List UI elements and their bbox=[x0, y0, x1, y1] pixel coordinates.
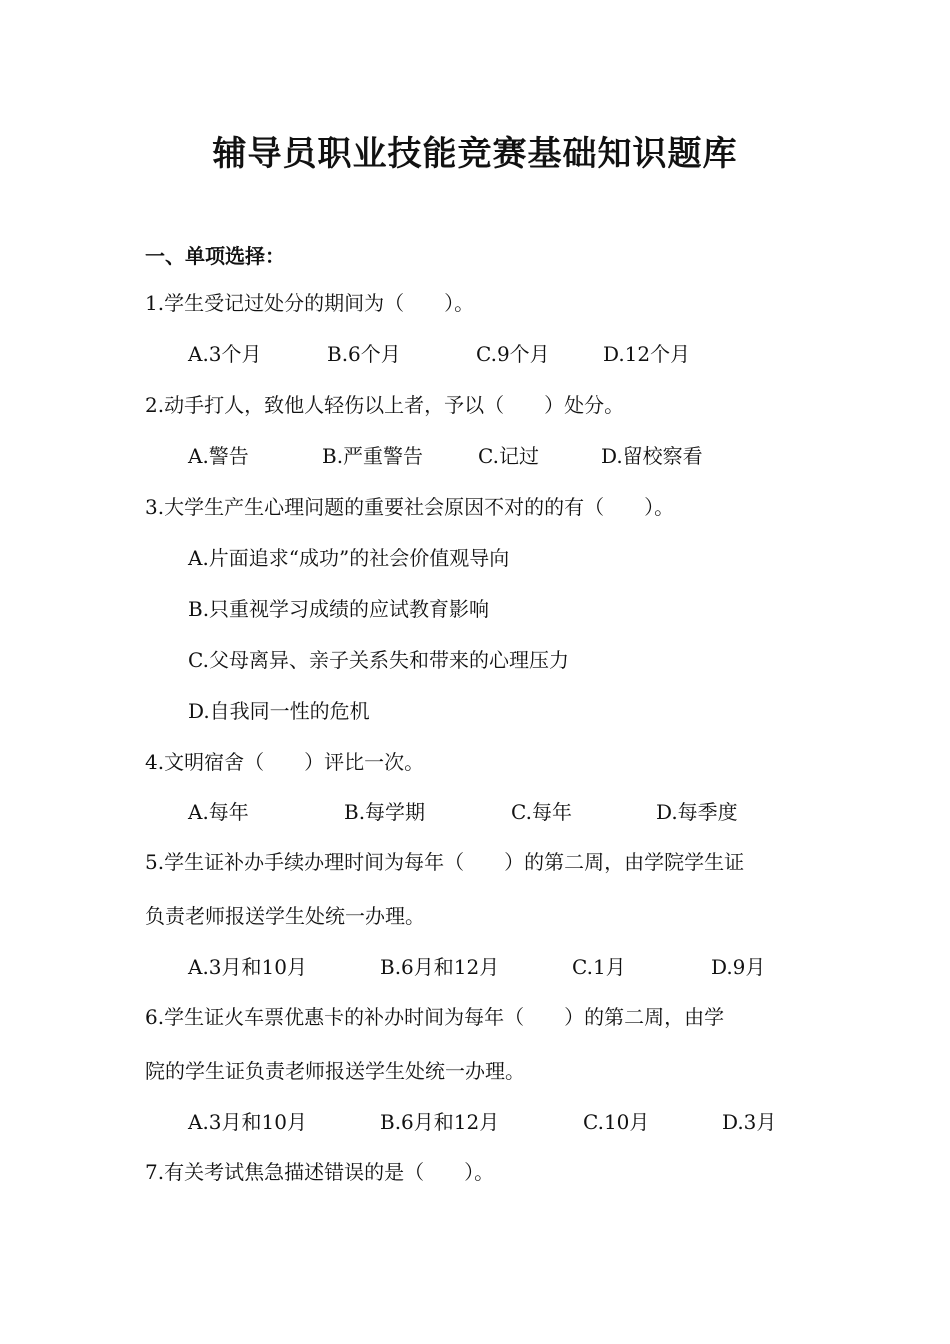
question-6-stem-line-1: 6.学生证火车票优惠卡的补办时间为每年（ ）的第二周，由学 bbox=[145, 1005, 725, 1029]
question-1-option-b: B.6个月 bbox=[327, 342, 401, 366]
question-5-stem-line-2: 负责老师报送学生处统一办理。 bbox=[145, 904, 425, 928]
question-2-option-a: A.警告 bbox=[188, 444, 249, 468]
question-4-stem: 4.文明宿舍（ ）评比一次。 bbox=[145, 750, 425, 774]
document-title: 辅导员职业技能竞赛基础知识题库 bbox=[212, 134, 738, 174]
question-5-stem-line-1: 5.学生证补办手续办理时间为每年（ ）的第二周，由学院学生证 bbox=[145, 850, 745, 874]
question-3-stem: 3.大学生产生心理问题的重要社会原因不对的的有（ ）。 bbox=[145, 495, 675, 519]
question-6-stem-line-2: 院的学生证负责老师报送学生处统一办理。 bbox=[145, 1059, 525, 1083]
question-2-option-b: B.严重警告 bbox=[322, 444, 424, 468]
question-3-option-a: A.片面追求“成功”的社会价值观导向 bbox=[188, 546, 510, 570]
question-6-option-a: A.3月和10月 bbox=[188, 1110, 307, 1134]
question-4-option-d: D.每季度 bbox=[656, 800, 738, 824]
question-1-stem: 1.学生受记过处分的期间为（ ）。 bbox=[145, 291, 475, 315]
question-6-option-c: C.10月 bbox=[583, 1110, 650, 1134]
question-6-option-d: D.3月 bbox=[722, 1110, 777, 1134]
section-heading: 一、单项选择： bbox=[145, 244, 285, 268]
question-3-option-b: B.只重视学习成绩的应试教育影响 bbox=[188, 597, 490, 621]
question-6-option-b: B.6月和12月 bbox=[380, 1110, 500, 1134]
question-2-option-d: D.留校察看 bbox=[601, 444, 703, 468]
question-2-stem: 2.动手打人，致他人轻伤以上者，予以（ ）处分。 bbox=[145, 393, 625, 417]
question-1-option-c: C.9个月 bbox=[476, 342, 550, 366]
question-1-option-d: D.12个月 bbox=[603, 342, 691, 366]
question-1-option-a: A.3个月 bbox=[188, 342, 262, 366]
question-5-option-d: D.9月 bbox=[711, 955, 766, 979]
question-3-option-c: C.父母离异、亲子关系失和带来的心理压力 bbox=[188, 648, 569, 672]
question-3-option-d: D.自我同一性的危机 bbox=[188, 699, 370, 723]
question-4-option-b: B.每学期 bbox=[344, 800, 426, 824]
question-7-stem: 7.有关考试焦急描述错误的是（ ）。 bbox=[145, 1160, 495, 1184]
question-2-option-c: C.记过 bbox=[478, 444, 539, 468]
question-5-option-a: A.3月和10月 bbox=[188, 955, 307, 979]
question-5-option-c: C.1月 bbox=[572, 955, 626, 979]
question-4-option-c: C.每年 bbox=[511, 800, 572, 824]
question-5-option-b: B.6月和12月 bbox=[380, 955, 500, 979]
question-4-option-a: A.每年 bbox=[188, 800, 249, 824]
